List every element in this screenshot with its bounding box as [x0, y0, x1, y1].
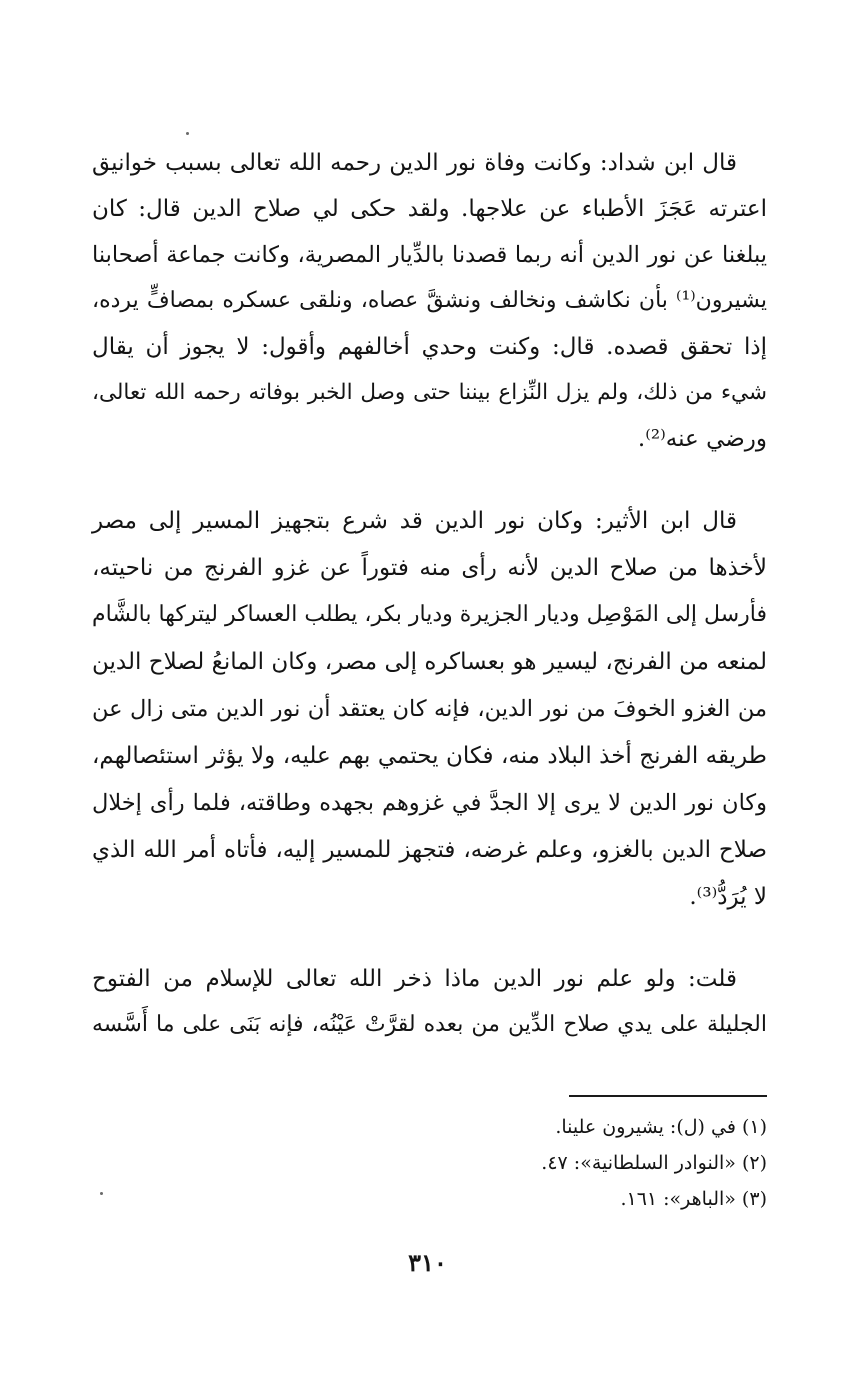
paragraph-1-line-1: قال ابن شداد: وكانت وفاة نور الدين رحمه الله تعالى بسبب خوانيق — [92, 150, 737, 176]
paragraph-1-line-2: اعترته عَجَزَ الأطباء عن علاجها. ولقد حكى لي صلاح الدين قال: كان — [92, 196, 767, 222]
scan-speck — [100, 1192, 103, 1195]
paragraph-2-line-5: من الغزو الخوفَ من نور الدين، فإنه كان يعتقد أن نور الدين متى زال عن — [92, 696, 767, 722]
paragraph-3-line-1: قلت: ولو علم نور الدين ماذا ذخر الله تعالى للإسلام من الفتوح — [92, 966, 737, 992]
paragraph-2-line-1: قال ابن الأثير: وكان نور الدين قد شرع بتجهيز المسير إلى مصر — [92, 508, 737, 534]
paragraph-1-line-5: إذا تحقق قصده. قال: وكنت وحدي أخالفهم وأقول: لا يجوز أن يقال — [92, 334, 767, 360]
paragraph-2-line-3: فأرسل إلى المَوْصِل وديار الجزيرة وديار بكر، يطلب العساكر ليتركها بالشَّام — [92, 602, 767, 627]
paragraph-1-line-3: يبلغنا عن نور الدين أنه ربما قصدنا بالدِّيار المصرية، وكانت جماعة أصحابنا — [92, 242, 767, 268]
paragraph-2-line-7: وكان نور الدين لا يرى إلا الجدَّ في غزوهم بجهده وطاقته، فلما رأى إخلال — [92, 790, 767, 816]
footnote-1: (١) في (ل): يشيرون علينا. — [555, 1116, 767, 1138]
paragraph-1-line-6: شيء من ذلك، ولم يزل النِّزاع بيننا حتى وصل الخبر بوفاته رحمه الله تعالى، — [92, 380, 767, 405]
paragraph-2-line-2: لأخذها من صلاح الدين لأنه رأى منه فتوراً عن غزو الفرنج من ناحيته، — [92, 555, 767, 581]
footnote-3: (٣) «الباهر»: ١٦١. — [620, 1188, 767, 1210]
paragraph-2-line-9: لا يُرَدُّ⁽³⁾. — [689, 884, 767, 910]
paragraph-1-line-4: يشيرون⁽¹⁾ بأن نكاشف ونخالف ونشقَّ عصاه، ونلقى عسكره بمصافٍّ يرده، — [92, 288, 767, 313]
page-number: ٣١٠ — [408, 1248, 447, 1277]
scan-speck — [186, 132, 189, 135]
paragraph-2-line-4: لمنعه من الفرنج، ليسير هو بعساكره إلى مصر، وكان المانعُ لصلاح الدين — [92, 649, 767, 675]
paragraph-1-line-7: ورضي عنه⁽²⁾. — [637, 426, 767, 452]
paragraph-3-line-2: الجليلة على يدي صلاح الدِّين من بعده لقرَّتْ عَيْنُه، فإنه بَنَى على ما أَسَّسه — [92, 1012, 767, 1037]
footnote-2: (٢) «النوادر السلطانية»: ٤٧. — [541, 1152, 767, 1174]
paragraph-2-line-8: صلاح الدين بالغزو، وعلم غرضه، فتجهز للمسير إليه، فأتاه أمر الله الذي — [92, 837, 767, 863]
paragraph-2-line-6: طريقه الفرنج أخذ البلاد منه، فكان يحتمي بهم عليه، ولا يؤثر استئصالهم، — [92, 743, 767, 769]
footnote-separator — [569, 1095, 767, 1097]
